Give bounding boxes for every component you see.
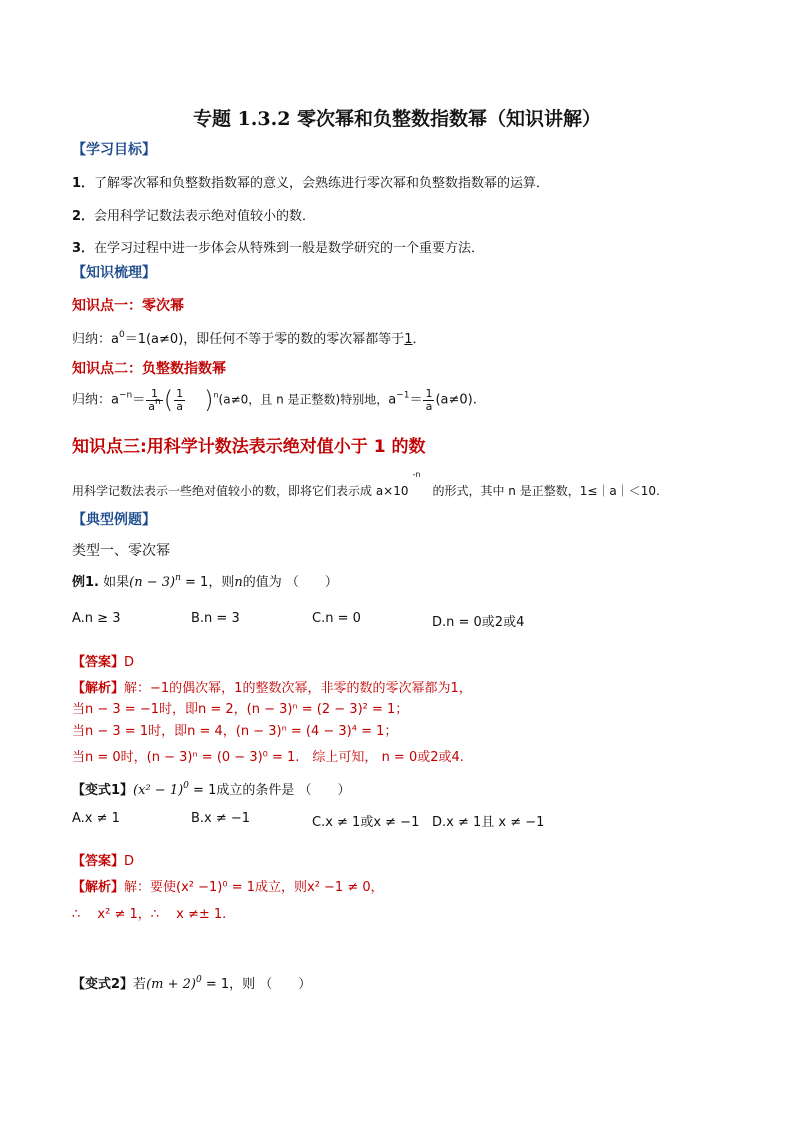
example-1-option-a: A.n ≥ 3 bbox=[72, 611, 121, 626]
exponent: n bbox=[175, 573, 181, 583]
negative-exponent: −n bbox=[118, 390, 133, 401]
base: a bbox=[111, 392, 119, 408]
variant-label: 【变式2】 bbox=[72, 977, 134, 992]
goal-text: 会用科学记数法表示绝对值较小的数． bbox=[94, 209, 316, 224]
goal-text: 在学习过程中进一步体会从特殊到一般是数学研究的一个重要方法． bbox=[94, 241, 485, 256]
goal-number: 2． bbox=[72, 209, 95, 224]
right-paren: ) bbox=[204, 386, 214, 414]
variant-1-analysis-line-2: ∴ x² ≠ 1，∴ x ≠± 1. bbox=[72, 907, 227, 922]
question-text: = 1成立的条件是 （ ） bbox=[188, 783, 351, 798]
variable: n bbox=[234, 575, 243, 590]
answer-label: 【答案】 bbox=[72, 655, 125, 670]
goal-number: 1． bbox=[72, 176, 95, 191]
expression: (n − 3) bbox=[129, 575, 176, 590]
analysis-text: 解：要使(x² −1)⁰ = 1成立，则x² −1 ≠ 0， bbox=[124, 880, 384, 895]
example-1-option-c: C.n = 0 bbox=[312, 611, 361, 626]
goal-text: 了解零次幂和负整数指数幂的意义，会熟练进行零次幂和负整数指数幂的运算． bbox=[94, 176, 550, 191]
example-1-answer bbox=[72, 651, 134, 670]
knowledge-point-3-text bbox=[72, 470, 660, 499]
exponent: 0 bbox=[183, 781, 189, 791]
fraction-1-over-a bbox=[174, 388, 185, 413]
fraction-1-over-a-n bbox=[146, 388, 162, 413]
goal-item-2 bbox=[72, 205, 315, 224]
expression: (x² − 1) bbox=[133, 783, 184, 798]
numerator: 1 bbox=[176, 386, 184, 400]
question-text: = 1，则 （ ） bbox=[201, 977, 312, 992]
example-1-option-b: B.n = 3 bbox=[191, 611, 240, 626]
zero-power-rule: ＝1(a≠0)，即任何不等于零的数的零次幂都等于 bbox=[124, 332, 405, 347]
denominator-exponent: n bbox=[155, 396, 161, 407]
scientific-exponent: -n bbox=[412, 470, 421, 479]
goal-item-3 bbox=[72, 237, 484, 256]
page-title: 专题 1.3.2 零次幂和负整数指数幂（知识讲解） bbox=[192, 108, 602, 130]
goal-item-1 bbox=[72, 172, 549, 191]
example-1-analysis-line-2: 当n − 3 = −1时，即n = 2，(n − 3)ⁿ = (2 − 3)² = 1； bbox=[72, 702, 409, 717]
knowledge-point-2-summary bbox=[72, 386, 477, 414]
variant-1-option-a: A.x ≠ 1 bbox=[72, 811, 120, 826]
type-1-heading: 类型一、零次幂 bbox=[72, 543, 170, 559]
knowledge-point-2-heading: 知识点二：负整数指数幂 bbox=[72, 361, 226, 377]
condition-text: (a≠0，且 n 是正整数)特别地， bbox=[218, 392, 389, 407]
denominator bbox=[146, 396, 162, 413]
fraction-1-over-a-special bbox=[423, 388, 434, 413]
knowledge-point-1-heading: 知识点一：零次幂 bbox=[72, 298, 184, 314]
example-1-option-d: D.n = 0或2或4 bbox=[432, 615, 525, 630]
exponent: 0 bbox=[195, 975, 202, 985]
question-text: = 1，则 bbox=[180, 575, 235, 590]
variant-2-question bbox=[72, 973, 311, 992]
scientific-notation-condition: 的形式，其中 n 是正整数，1≤｜a｜＜10. bbox=[432, 484, 660, 498]
denominator: a bbox=[425, 399, 433, 413]
analysis-label: 【解析】 bbox=[72, 681, 125, 696]
numerator: 1 bbox=[146, 388, 162, 401]
question-text: 若 bbox=[133, 977, 147, 992]
expression: (m + 2) bbox=[146, 977, 196, 992]
denominator-base: a bbox=[148, 399, 155, 413]
variant-1-option-c: C.x ≠ 1或x ≠ −1 bbox=[312, 815, 420, 830]
knowledge-point-1-summary bbox=[72, 328, 426, 347]
example-label: 例1. bbox=[72, 575, 99, 590]
zero-power-exponent: 0 bbox=[118, 330, 125, 340]
summary-lead: 归纳： bbox=[72, 392, 112, 408]
denominator: a bbox=[176, 399, 183, 413]
answer-label: 【答案】 bbox=[72, 854, 125, 869]
section-examples: 【典型例题】 bbox=[72, 512, 156, 528]
example-1-analysis-line-3: 当n − 3 = 1时，即n = 4，(n − 3)ⁿ = (4 − 3)⁴ = 1； bbox=[72, 724, 398, 739]
variant-1-option-b: B.x ≠ −1 bbox=[191, 811, 251, 826]
analysis-text: 解：−1的偶次幂，1的整数次幂，非零的数的零次幂都为1， bbox=[124, 681, 472, 696]
equals: ＝ bbox=[409, 392, 423, 408]
example-1-analysis-line-1 bbox=[72, 677, 472, 696]
zero-power-result: 1 bbox=[404, 332, 413, 347]
section-knowledge: 【知识梳理】 bbox=[72, 265, 156, 281]
example-1-analysis-line-4: 当n = 0时，(n − 3)ⁿ = (0 − 3)⁰ = 1. 综上可知， n = 0或2或4. bbox=[72, 750, 464, 765]
variant-1-option-d: D.x ≠ 1且 x ≠ −1 bbox=[432, 815, 545, 830]
analysis-label: 【解析】 bbox=[72, 880, 125, 895]
question-text: 如果 bbox=[103, 575, 130, 590]
variant-1-analysis-line-1 bbox=[72, 876, 384, 895]
answer-value: D bbox=[124, 655, 135, 670]
answer-value: D bbox=[124, 854, 135, 869]
zero-power-base: a bbox=[111, 332, 119, 347]
question-text: 的值为 （ ） bbox=[242, 575, 338, 590]
condition-text: (a≠0). bbox=[435, 392, 477, 408]
section-learning-goals: 【学习目标】 bbox=[72, 142, 156, 158]
example-1-question bbox=[72, 571, 338, 590]
punctuation: ． bbox=[412, 332, 426, 347]
variant-1-question bbox=[72, 779, 350, 798]
equals: ＝ bbox=[132, 392, 146, 408]
base: a bbox=[388, 392, 397, 408]
summary-lead: 归纳： bbox=[72, 332, 112, 347]
knowledge-point-3-heading: 知识点三:用科学计数法表示绝对值小于 1 的数 bbox=[72, 437, 426, 457]
exponent-minus-one: −1 bbox=[396, 390, 410, 401]
numerator: 1 bbox=[425, 386, 433, 400]
goal-number: 3． bbox=[72, 241, 95, 256]
scientific-notation-text: 用科学记数法表示一些绝对值较小的数，即将它们表示成 a×10 bbox=[72, 484, 409, 498]
left-paren: ( bbox=[163, 386, 174, 414]
variant-label: 【变式1】 bbox=[72, 783, 134, 798]
variant-1-answer bbox=[72, 850, 134, 869]
power-n-mark: n bbox=[213, 390, 219, 400]
